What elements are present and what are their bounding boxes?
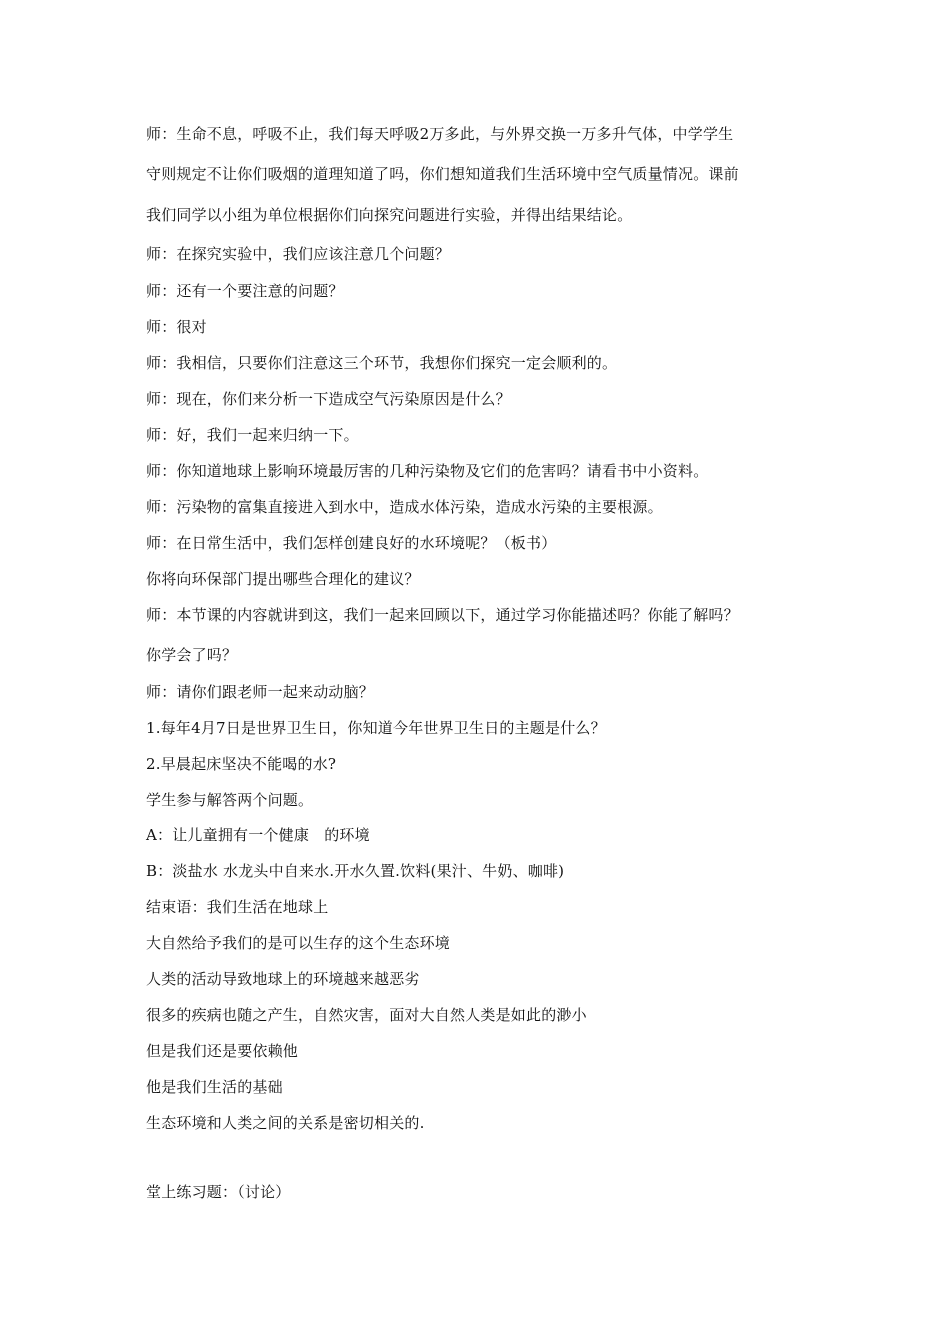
text-line-26: 但是我们还是要依赖他 — [146, 1042, 299, 1060]
text-line-13: 你将向环保部门提出哪些合理化的建议？ — [146, 570, 420, 588]
text-line-18: 2.早晨起床坚决不能喝的水? — [146, 755, 337, 773]
text-line-25: 很多的疾病也随之产生，自然灾害，面对大自然人类是如此的渺小 — [146, 1006, 587, 1024]
text-line-28: 生态环境和人类之间的关系是密切相关的. — [146, 1114, 425, 1132]
text-line-3: 我们同学以小组为单位根据你们向探究问题进行实验，并得出结果结论。 — [146, 206, 633, 224]
text-line-14: 师：本节课的内容就讲到这，我们一起来回顾以下，通过学习你能描述吗？你能了解吗？ — [146, 606, 739, 624]
text-line-20: A：让儿童拥有一个健康 的环境 — [146, 826, 370, 844]
text-line-6: 师：很对 — [146, 318, 207, 336]
text-line-4: 师：在探究实验中，我们应该注意几个问题？ — [146, 245, 451, 263]
text-line-12: 师：在日常生活中，我们怎样创建良好的水环境呢？（板书） — [146, 534, 557, 552]
text-line-19: 学生参与解答两个问题。 — [146, 791, 314, 809]
text-line-8: 师：现在，你们来分析一下造成空气污染原因是什么？ — [146, 390, 511, 408]
text-line-15: 你学会了吗？ — [146, 646, 238, 664]
text-line-21: B：淡盐水 水龙头中自来水.开水久置.饮料(果汁、牛奶、咖啡) — [146, 862, 565, 880]
text-line-29: 堂上练习题：（讨论） — [146, 1183, 291, 1201]
text-line-16: 师：请你们跟老师一起来动动脑？ — [146, 683, 375, 701]
text-line-17: 1.每年4月7日是世界卫生日，你知道今年世界卫生日的主题是什么？ — [146, 719, 606, 737]
text-line-2: 守则规定不让你们吸烟的道理知道了吗，你们想知道我们生活环境中空气质量情况。课前 — [146, 165, 739, 183]
text-line-22: 结束语：我们生活在地球上 — [146, 898, 329, 916]
text-line-1: 师：生命不息，呼吸不止，我们每天呼吸2万多此，与外界交换一万多升气体，中学学生 — [146, 125, 734, 143]
text-line-23: 大自然给予我们的是可以生存的这个生态环境 — [146, 934, 451, 952]
text-line-24: 人类的活动导致地球上的环境越来越恶劣 — [146, 970, 420, 988]
text-line-27: 他是我们生活的基础 — [146, 1078, 283, 1096]
text-line-11: 师：污染物的富集直接进入到水中，造成水体污染，造成水污染的主要根源。 — [146, 498, 663, 516]
text-line-7: 师：我相信，只要你们注意这三个环节，我想你们探究一定会顺利的。 — [146, 354, 618, 372]
text-line-10: 师：你知道地球上影响环境最厉害的几种污染物及它们的危害吗？请看书中小资料。 — [146, 462, 709, 480]
text-line-5: 师：还有一个要注意的问题？ — [146, 282, 344, 300]
text-line-9: 师：好，我们一起来归纳一下。 — [146, 426, 359, 444]
